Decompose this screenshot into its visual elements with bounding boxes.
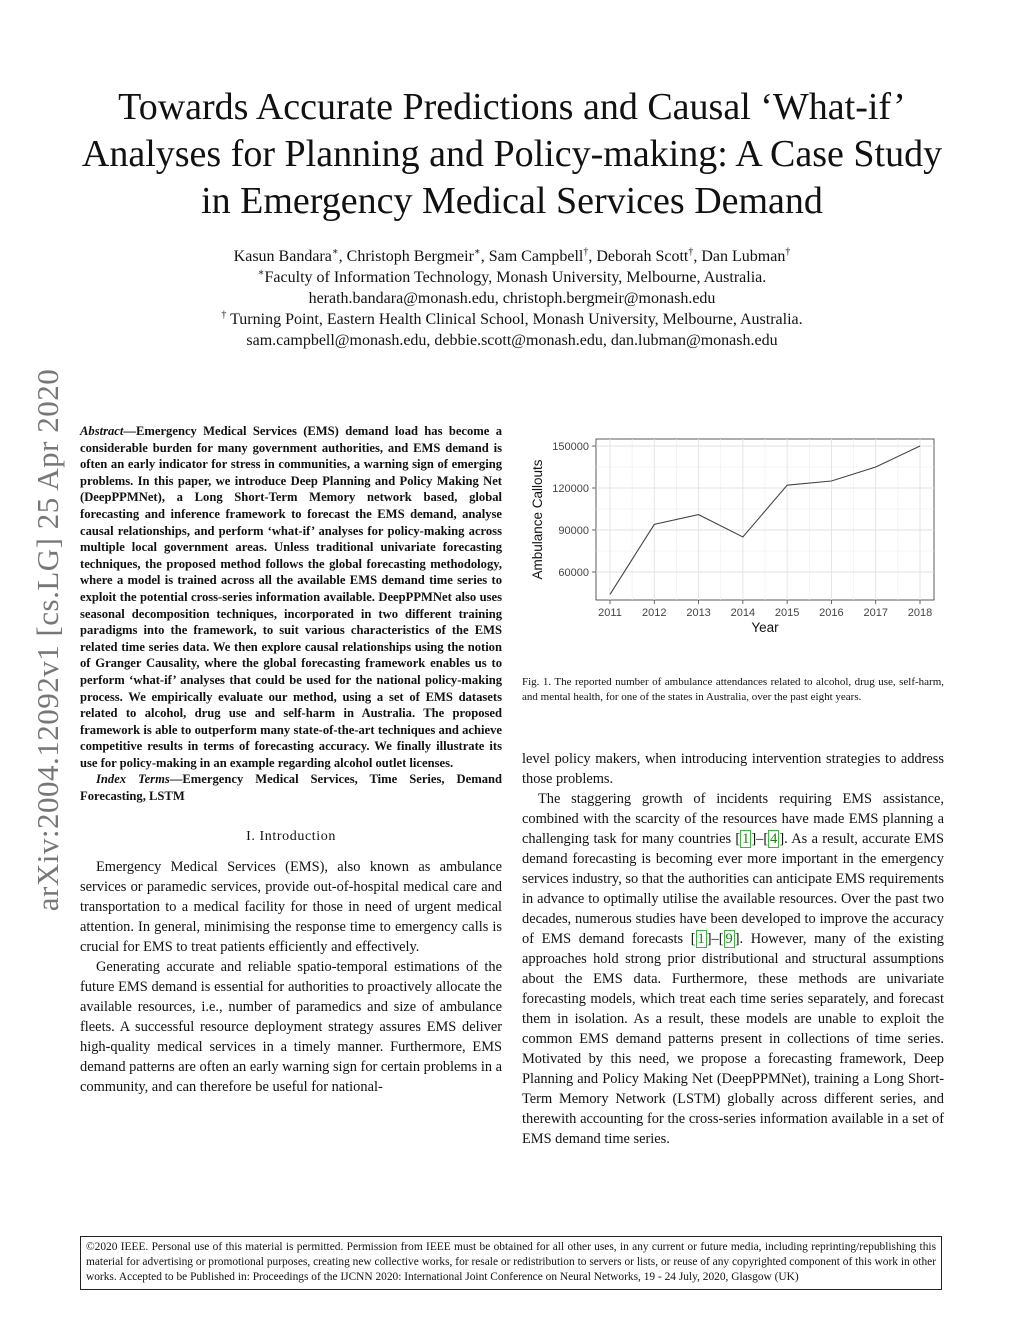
figure-caption: Fig. 1. The reported number of ambulance attendances related to alcohol, drug use, self-harm, and mental health, for one of the states in Australia, over the past eight years.: [522, 676, 944, 703]
citation-link[interactable]: 4: [770, 831, 778, 847]
y-tick-label: 150000: [552, 441, 589, 453]
paper-title: Towards Accurate Predictions and Causal ‘What-if’ Analyses for Planning and Policy-making: A Case Study in Emergency Medical Services Demand: [81, 86, 943, 222]
emails-2: sam.campbell@monash.edu, debbie.scott@monash.edu, dan.lubman@monash.edu: [246, 332, 778, 349]
index-terms-label: Index Terms: [96, 772, 170, 787]
citation-link[interactable]: 1: [697, 931, 705, 947]
intro-paragraph-2: Generating accurate and reliable spatio-temporal estimations of the future EMS demand is essential for authorities to proactively allocate the available resources, i.e., number of paramedics and size of ambulance fleets. A successful resource deployment strategy assures EMS deliver high-quality medical services in a timely manner. Furthermore, EMS demand patterns are often an early warning sign for certain problems in a community, and can therefore be useful for national-: [80, 958, 502, 1095]
affiliation-2: † Turning Point, Eastern Health Clinical School, Monash University, Melbourne, Australia.: [221, 309, 803, 328]
affiliation-mark: †: [583, 246, 589, 258]
x-tick-label: 2011: [598, 607, 622, 619]
right-paragraph-1: level policy makers, when introducing intervention strategies to address those problems.: [522, 751, 944, 787]
line-chart: [522, 435, 944, 635]
x-tick-label: 2016: [819, 607, 844, 619]
author-name: Dan Lubman: [701, 248, 786, 265]
right-paragraph-2: The staggering growth of incidents requiring EMS assistance, combined with the scarcity of the resources have made EMS planning a challenging task for many countries [ 1 ]–[ 4 ]. As a result, accurate EMS demand forecasting is becoming ever more important in the emergency services industry, so that the authorities can anticipate EMS requirements in advance to optimally utilise the available resources. Over the past two decades, numerous studies have been developed to improve the accuracy of EMS demand forecasts [ 1 ]–[ 9 ]. However, many of the existing approaches hold strong prior distributional and structural assumptions about the EMS data. Furthermore, these methods are univariate forecasting models, which treat each time series separately, and forecast them in isolation. As a result, these models are unable to exploit the common EMS demand patterns present in collections of time series. Motivated by this need, we propose a forecasting framework, Deep Planning and Policy Making Net (DeepPPMNet), training a Long Short-Term Memory Network (LSTM) globally across different series, and therewith accounting for the cross-series information available in a set of EMS demand time series.: [522, 791, 944, 1147]
affiliation-1: ∗Faculty of Information Technology, Monash University, Melbourne, Australia.: [257, 267, 767, 286]
y-tick-label: 60000: [558, 567, 589, 579]
emails-1: herath.bandara@monash.edu, christoph.bergmeir@monash.edu: [308, 290, 716, 307]
section-heading: I. Introduction: [246, 828, 336, 844]
y-axis-label: Ambulance Callouts: [530, 459, 545, 580]
abstract-label: Abstract: [80, 424, 124, 438]
affiliation-mark: ∗: [473, 246, 481, 258]
index-terms-text: —Emergency Medical Services, Time Series, Demand Forecasting, LSTM: [80, 772, 502, 804]
x-tick-label: 2018: [907, 607, 933, 619]
author-block: [80, 246, 944, 351]
x-tick-label: 2013: [686, 607, 711, 619]
affiliation-mark: ∗: [331, 246, 339, 258]
right-column: [522, 435, 944, 1149]
y-tick-label: 90000: [558, 525, 589, 537]
citation-link[interactable]: 1: [742, 831, 750, 847]
affiliation-mark: †: [688, 246, 694, 258]
x-tick-label: 2012: [642, 607, 667, 619]
index-terms: [80, 771, 502, 804]
author-name: Deborah Scott: [596, 248, 689, 265]
y-tick-label: 120000: [552, 483, 589, 495]
x-axis-label: Year: [751, 620, 779, 635]
abstract: [80, 423, 502, 771]
affiliation-mark: †: [785, 246, 791, 258]
abstract-text: —Emergency Medical Services (EMS) demand load has become a considerable burden for many government authorities, and EMS demand is often an early indicator for stress in communities, a warning sign of emerging problems. In this paper, we introduce Deep Planning and Policy Making Net (DeepPPMNet), a Long Short-Term Memory network based, global forecasting and inference framework to forecast the EMS demand, analyse causal relationships, and perform ‘what-if’ analyses for policy-making across multiple local government areas. Unless traditional univariate forecasting techniques, the proposed method follows the global forecasting methodology, where a model is trained across all the available EMS demand time series to exploit the potential cross-series information available. DeepPPMNet also uses seasonal decomposition techniques, incorporated in two different training paradigms into the framework, to suit various characteristics of the EMS related time series data. We then explore causal relationships using the notion of Granger Causality, where the global forecasting framework enables us to perform ‘what-if’ analyses that could be used for the national policy-making process. We empirically evaluate our method, using a set of EMS datasets related to alcohol, drug use and self-harm in Australia. The proposed framework is able to outperform many state-of-the-art techniques and achieve competitive results in terms of forecasting accuracy. We finally illustrate its use for policy-making in an example regarding alcohol outlet licenses.: [80, 424, 502, 770]
copyright-notice: ©2020 IEEE. Personal use of this material is permitted. Permission from IEEE must be obtained for all other uses, in any current or future media, including reprinting/republishing this material for advertising or promotional purposes, creating new collective works, for resale or redistribution to servers or lists, or reuse of any copyrighted component of this work in other works. Accepted to be Published in: Proceedings of the IJCNN 2020: International Joint Conference on Neural Networks, 19 - 24 July, 2020, Glasgow (UK): [80, 1236, 942, 1290]
intro-paragraph-1: Emergency Medical Services (EMS), also known as ambulance services or paramedic services, provide out-of-hospital medical care and transportation to a medical facility for those in need of urgent medical attention. In general, minimising the response time to emergency calls is crucial for EMS to treat patients efficiently and effectively.: [80, 858, 502, 955]
figure-1-chart: [522, 435, 944, 635]
x-tick-label: 2015: [774, 607, 800, 619]
x-tick-label: 2014: [730, 607, 756, 619]
author-list: Kasun Bandara∗, Christoph Bergmeir∗, Sam Campbell†, Deborah Scott†, Dan Lubman†: [233, 246, 791, 265]
arxiv-identifier: arXiv:2004.12092v1 [cs.LG] 25 Apr 2020: [30, 368, 65, 912]
author-name: Sam Campbell: [488, 248, 584, 265]
citation-link[interactable]: 9: [725, 931, 733, 947]
left-column: [80, 423, 502, 1097]
x-tick-label: 2017: [863, 607, 888, 619]
author-name: Kasun Bandara: [233, 248, 332, 265]
author-name: Christoph Bergmeir: [346, 248, 474, 265]
